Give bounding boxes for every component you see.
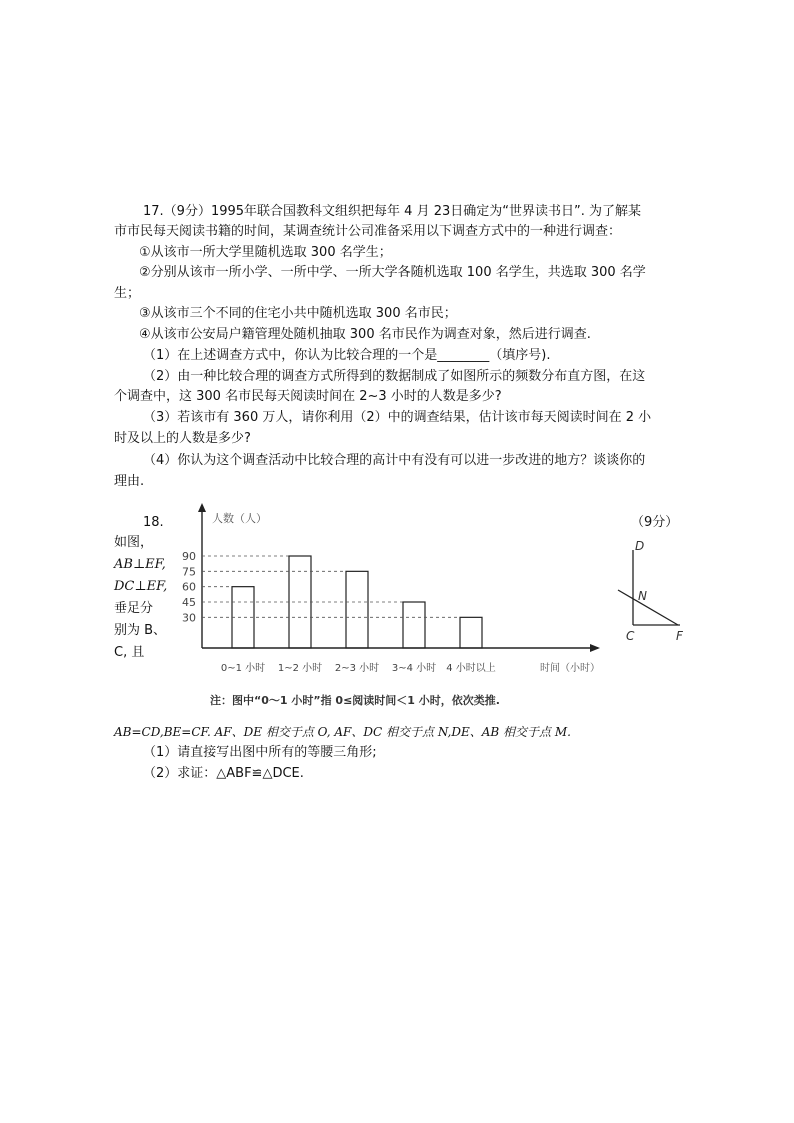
q17-part-2b: 个调查中，这 300 名市民每天阅读时间在 2~3 小时的人数是多少? bbox=[114, 389, 502, 404]
geometry-figure bbox=[608, 530, 698, 655]
y-axis-label: 人数（人） bbox=[212, 512, 267, 525]
bar bbox=[346, 571, 368, 648]
x-tick-label: 0~1 小时 bbox=[220, 663, 266, 674]
bar bbox=[460, 617, 482, 648]
histogram-chart bbox=[180, 500, 610, 710]
x-tick-label: 4 小时以上 bbox=[446, 663, 496, 674]
q17-part-4b: 理由. bbox=[114, 474, 145, 489]
q17-part-2a: （2）由一种比较合理的调查方式所得到的数据制成了如图所示的频数分布直方图，在这 bbox=[143, 369, 646, 384]
y-tick-label: 75 bbox=[182, 565, 196, 579]
x-axis-arrow bbox=[590, 644, 600, 652]
x-tick-label: 1~2 小时 bbox=[277, 663, 323, 674]
q17-option-4: ④从该市公安局户籍管理处随机抽取 300 名市民作为调查对象，然后进行调查. bbox=[139, 327, 591, 342]
y-tick-label: 90 bbox=[182, 550, 196, 563]
q17-part-4a: （4）你认为这个调查活动中比较合理的高计中有没有可以进一步改进的地方？谈谈你的 bbox=[143, 453, 646, 468]
q18-side-line: 别为 B、 bbox=[114, 623, 167, 638]
q18-number: 18. bbox=[143, 515, 164, 530]
y-tick-label: 45 bbox=[182, 596, 196, 609]
q18-sub-2: （2）求证：△ABF≌△DCE. bbox=[143, 766, 304, 781]
q18-sub-1: （1）请直接写出图中所有的等腰三角形; bbox=[143, 745, 377, 760]
y-tick-label: 60 bbox=[182, 580, 196, 594]
x-tick-label: 2~3 小时 bbox=[334, 663, 380, 674]
q18-side-line: DC⊥EF, bbox=[114, 579, 168, 594]
q18-side-line: 如图， bbox=[114, 535, 154, 550]
chart-note: 注：图中“0～1 小时”指 0≤阅读时间＜1 小时，依次类推. bbox=[210, 694, 500, 707]
q18-score: （9分） bbox=[631, 515, 679, 530]
q17-part-3b: 时及以上的人数是多少? bbox=[114, 431, 251, 446]
bar bbox=[403, 602, 425, 648]
q17-option-1: ①从该市一所大学里随机选取 300 名学生； bbox=[139, 245, 392, 260]
q17-part-1: （1）在上述调查方式中，你认为比较合理的一个是________（填序号). bbox=[143, 348, 551, 363]
segment-line-through-N bbox=[618, 590, 678, 625]
y-tick-label: 30 bbox=[182, 611, 196, 625]
q18-conditions: AB=CD,BE=CF. AF、DE 相交于点 O, AF、DC 相交于点 N,DE、AB 相交于点 M. bbox=[114, 725, 571, 739]
y-axis-arrow bbox=[198, 503, 206, 512]
x-tick-label: 3~4 小时 bbox=[391, 663, 437, 674]
q17-part-3a: （3）若该市有 360 万人，请你利用（2）中的调查结果，估计该市每天阅读时间在 2 小 bbox=[143, 410, 652, 425]
q17-line-1: 17.（9分）1995年联合国教科文组织把每年 4 月 23日确定为“世界读书日”. 为了解某 bbox=[143, 204, 641, 219]
label-N: N bbox=[638, 589, 647, 603]
label-C: C bbox=[626, 629, 635, 643]
q17-option-2b: 生； bbox=[114, 286, 141, 301]
q17-option-3: ③从该市三个不同的住宅小共中随机选取 300 名市民； bbox=[139, 306, 457, 321]
q17-line-2: 市市民每天阅读书籍的时间，某调查统计公司准备采用以下调查方式中的一种进行调查： bbox=[114, 224, 622, 239]
x-axis-label: 时间（小时） bbox=[540, 663, 600, 674]
q18-side-line: 垂足分 bbox=[114, 601, 154, 616]
q18-side-line: AB⊥EF, bbox=[114, 557, 166, 572]
q17-option-2a: ②分别从该市一所小学、一所中学、一所大学各随机选取 100 名学生，共选取 300 名学 bbox=[139, 265, 646, 280]
label-F: F bbox=[676, 629, 683, 643]
q18-side-line: C, 且 bbox=[114, 645, 145, 660]
label-D: D bbox=[635, 539, 645, 553]
